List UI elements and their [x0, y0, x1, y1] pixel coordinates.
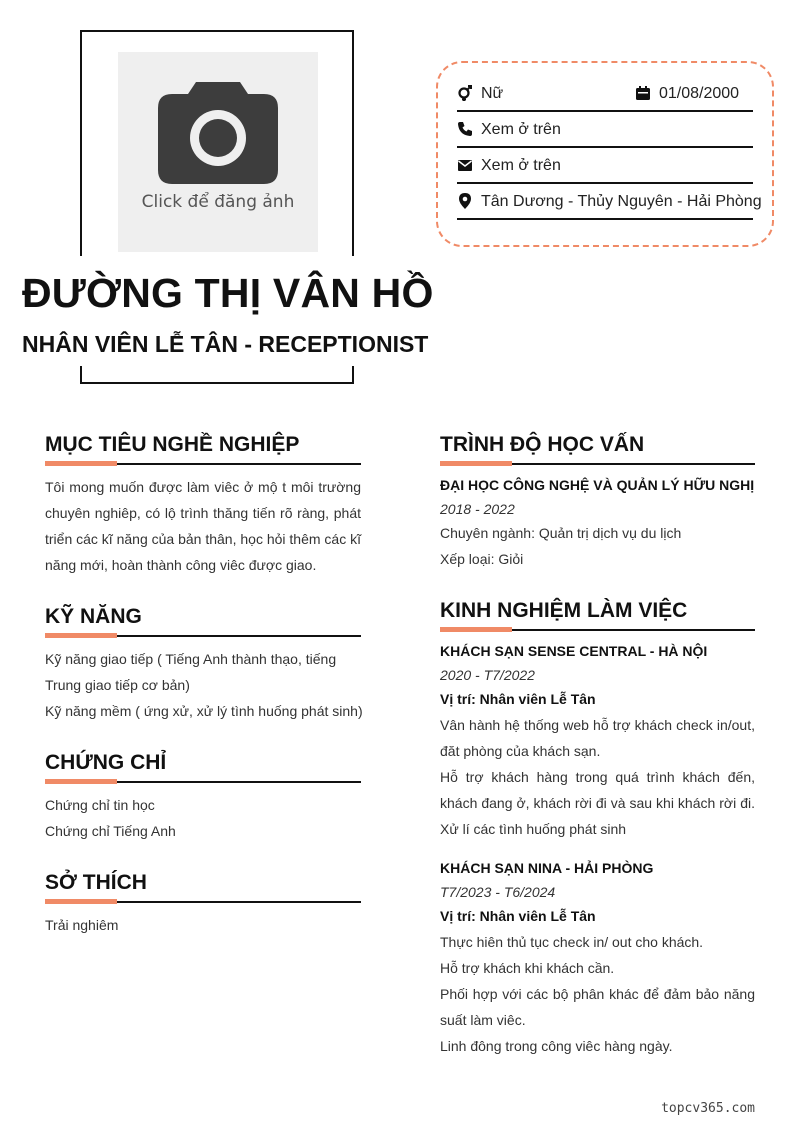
skills-title: KỸ NĂNG [45, 605, 142, 628]
contact-row-gender-birthday [457, 76, 753, 112]
hobbies-title: SỞ THÍCH [45, 871, 147, 894]
job-position: Vị trí: Nhân viên Lễ Tân [440, 908, 596, 924]
objective-line: năng mới, hoàn thành công viêc được giao. [45, 557, 317, 573]
objective-accent [45, 461, 117, 466]
email-icon [457, 157, 473, 173]
phone-value[interactable]: Xem ở trên [481, 121, 561, 138]
candidate-name: ĐƯỜNG THỊ VÂN HỒ [22, 270, 434, 316]
education-grade: Xếp loại: Giỏi [440, 551, 524, 567]
skills-accent [45, 633, 117, 638]
job-position: Vị trí: Nhân viên Lễ Tân [440, 691, 596, 707]
gender-value: Nữ [481, 85, 504, 102]
job-description-line: khách đang ở, khách rời đi và sau khi khách rời đi. [440, 795, 755, 811]
job-company: KHÁCH SẠN SENSE CENTRAL - HÀ NỘI [440, 643, 708, 659]
job-description-line: Hỗ trợ khách hàng trong quá trình khách đến, [440, 769, 755, 785]
objective-line: Tôi mong muốn được làm viêc ở mộ t môi trường [45, 479, 361, 495]
contact-row-phone [457, 112, 753, 148]
gender-icon [457, 85, 473, 101]
job-description-line: Phối hợp với các bộ phân khác để đảm bảo năng [440, 986, 755, 1002]
hobby-item: Trải nghiêm [45, 917, 119, 933]
photo-upload[interactable] [118, 52, 318, 252]
job-description-line: Vân hành hệ thống web hỗ trợ khách check in/out, [440, 717, 755, 733]
education-period: 2018 - 2022 [440, 501, 515, 517]
experience-accent [440, 627, 512, 632]
objective-title: MỤC TIÊU NGHỀ NGHIỆP [45, 433, 300, 456]
contact-row-address [457, 184, 762, 220]
phone-icon [457, 121, 473, 137]
job-period: T7/2023 - T6/2024 [440, 884, 556, 900]
footer-watermark: topcv365.com [661, 1101, 755, 1116]
job-description-line: Linh đông trong công viêc hàng ngày. [440, 1038, 673, 1054]
calendar-icon [635, 85, 651, 101]
birthday-value: 01/08/2000 [659, 85, 740, 102]
certificates-title: CHỨNG CHỈ [45, 751, 167, 774]
address-value: Tân Dương - Thủy Nguyên - Hải Phòng [481, 193, 762, 210]
education-accent [440, 461, 512, 466]
objective-line: triển các kĩ năng của bản thân, học hỏi thêm các kĩ [45, 531, 361, 547]
job-period: 2020 - T7/2022 [440, 667, 535, 683]
job-title: NHÂN VIÊN LỄ TÂN - RECEPTIONIST [22, 331, 429, 357]
job-description-line: Xử lí các tình huống phát sinh [440, 821, 627, 837]
hobbies-accent [45, 899, 117, 904]
education-school: ĐẠI HỌC CÔNG NGHỆ VÀ QUẢN LÝ HỮU NGHỊ [440, 477, 755, 493]
experience-title: KINH NGHIỆM LÀM VIỆC [440, 599, 688, 622]
education-major: Chuyên ngành: Quản trị dịch vụ du lịch [440, 525, 682, 541]
job-company: KHÁCH SẠN NINA - HẢI PHÒNG [440, 860, 654, 876]
skills-line: Kỹ năng mềm ( ứng xử, xử lý tình huống phát sinh) [45, 703, 363, 719]
job-description-line: Thực hiên thủ tục check in/ out cho khách. [440, 934, 704, 950]
email-value[interactable]: Xem ở trên [481, 157, 561, 174]
job-description-line: Hỗ trợ khách khi khách cần. [440, 960, 615, 976]
job-description-line: suất làm viêc. [440, 1012, 526, 1028]
contact-row-email [457, 148, 753, 184]
education-title: TRÌNH ĐỘ HỌC VẤN [440, 433, 645, 456]
photo-caption: Click để đăng ảnh [141, 192, 295, 212]
objective-line: chuyên nghiêp, có lộ trình thăng tiến rõ ràng, phát [45, 505, 361, 521]
location-pin-icon [457, 193, 473, 209]
job-description-line: đăt phòng của khách sạn. [440, 743, 601, 759]
certificate-item: Chứng chỉ tin học [45, 797, 155, 813]
skills-line: Kỹ năng giao tiếp ( Tiếng Anh thành thạo, tiếng [45, 651, 337, 667]
skills-line: Trung giao tiếp cơ bản) [45, 677, 190, 693]
camera-icon [158, 80, 278, 184]
certificate-item: Chứng chỉ Tiếng Anh [45, 823, 176, 839]
certificates-accent [45, 779, 117, 784]
